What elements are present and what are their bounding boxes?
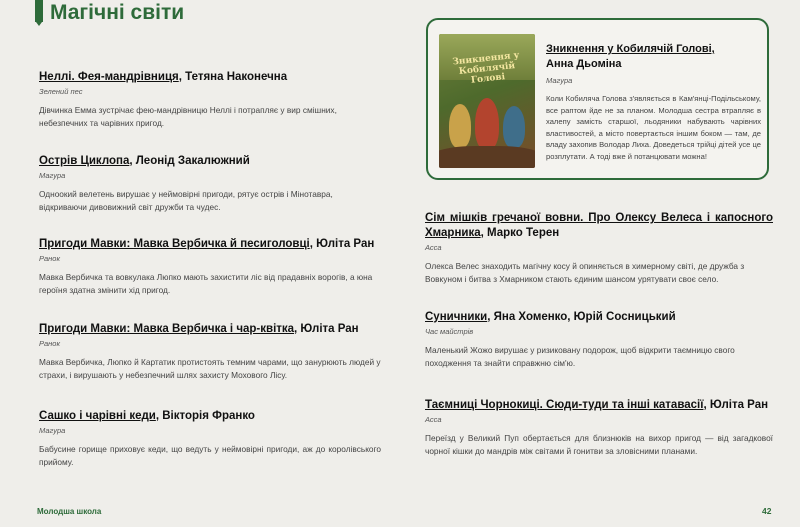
book-description: Олекса Велес знаходить магічну косу й опиняється в химерному світі, де дружба з Вовкуном і битва з Хмарником стають єдиним шансом урятувати своє село. <box>425 261 745 284</box>
book-author: , Яна Хоменко, Юрій Сосницький <box>487 311 676 323</box>
footer-section-label: Молодша школа <box>37 507 102 516</box>
book-title-link[interactable]: Пригоди Мавки: Мавка Вербичка й песиголовці <box>39 238 310 250</box>
cover-figure <box>475 98 499 150</box>
book-author: , Вікторія Франко <box>155 410 255 422</box>
book-heading <box>425 398 773 413</box>
book-heading <box>39 322 384 337</box>
book-entry <box>425 211 773 286</box>
bookmark-ribbon <box>35 0 43 22</box>
book-author: , Тетяна Наконечна <box>178 71 288 83</box>
book-heading <box>39 70 374 85</box>
book-publisher: Магура <box>39 426 66 435</box>
book-entry <box>39 154 379 214</box>
book-publisher: Асса <box>425 415 442 424</box>
book-title-link[interactable]: Суничники <box>425 311 488 323</box>
page-title: Магічні світи <box>50 1 185 24</box>
book-heading <box>425 211 773 241</box>
book-cover-image[interactable] <box>439 34 535 168</box>
book-entry <box>425 310 773 370</box>
book-publisher: Магура <box>546 76 573 85</box>
cover-ground <box>439 146 535 168</box>
featured-book-card <box>426 18 769 180</box>
book-heading <box>39 154 379 169</box>
featured-text <box>546 42 761 163</box>
book-description: Переїзд у Великий Пуп обертається для близнюків на вихор пригод — від загадкової чорної кішки до мандрів між світами й гонитви за зловісними планами. <box>425 433 773 456</box>
book-description: Дівчинка Емма зустрічає фею-мандрівницю Неллі і потрапляє у вир смішних, небезпечних та чарівних пригод. <box>39 105 337 128</box>
book-heading <box>546 42 761 72</box>
page-number: 42 <box>762 506 772 516</box>
book-title-link[interactable]: Сім мішків гречаної вовни. Про Олексу Велеса і капосного Хмарника <box>425 212 773 239</box>
book-title-link[interactable]: Неллі. Фея-мандрівниця <box>39 71 179 83</box>
book-author: , Марко Терен <box>480 227 560 239</box>
book-entry <box>39 322 384 382</box>
book-heading <box>39 409 381 424</box>
book-description: Маленький Жожо вирушає у ризиковану подорож, щоб відкрити таємницю свого походження та знайти справжню сім'ю. <box>425 345 735 368</box>
book-heading <box>39 237 379 252</box>
book-description: Коли Кобиляча Голова з'являється в Кам'янці-Подільському, все раптом йде не за планом. Молодша сестра втрапляє в халепу замість старшої, льодяники набувають чарівних властивостей, а місто повертається іншим боком — там, де владу захопив Володар Лиха. Доведеться трійці дітей усе це розплутати. А тоді вже й потанцювати можна! <box>546 94 761 161</box>
cover-figure <box>449 104 471 148</box>
book-author: , Леонід Закалюжний <box>129 155 250 167</box>
book-publisher: Ранок <box>39 339 61 348</box>
book-entry <box>39 70 374 130</box>
book-publisher: Ранок <box>39 254 61 263</box>
book-title-link[interactable]: Таємниці Чорнокиці. Сюди-туди та інші катавасії <box>425 399 704 411</box>
book-publisher: Магура <box>39 171 66 180</box>
book-author: , Юліта Ран <box>703 399 769 411</box>
book-author: Анна Дьоміна <box>546 58 622 70</box>
book-heading <box>425 310 773 325</box>
book-title-link[interactable]: Сашко і чарівні кеди <box>39 410 156 422</box>
book-title-link[interactable]: Зникнення у Кобилячій Голові, <box>546 43 715 55</box>
book-title-link[interactable]: Острів Циклопа <box>39 155 130 167</box>
book-entry <box>425 398 773 458</box>
book-description: Мавка Вербичка, Люпко й Картатик протистоять темним чарами, що занурюють людей у страхи, і вирушають у небезпечний шлях захисту Мохового Лісу. <box>39 357 381 380</box>
book-entry <box>39 409 381 469</box>
book-description: Одноокий велетень вирушає у неймовірні пригоди, рятує острів і Мінотавра, відкриваючи дивовижний світ дружби та чудес. <box>39 189 333 212</box>
book-title-link[interactable]: Пригоди Мавки: Мавка Вербичка і чар-квітка <box>39 323 295 335</box>
book-description: Бабусине горище приховує кеди, що ведуть у неймовірні пригоди, аж до королівського прийому. <box>39 444 381 467</box>
book-author: , Юліта Ран <box>309 238 375 250</box>
book-publisher: Час майстрів <box>425 327 474 336</box>
book-publisher: Асса <box>425 243 442 252</box>
book-publisher: Зелений пес <box>39 87 83 96</box>
book-author: , Юліта Ран <box>294 323 359 335</box>
book-description: Мавка Вербичка та вовкулака Люпко мають захистити ліс від прадавніх ворогів, а юна героїня здатна змінити хід пригод. <box>39 272 373 295</box>
book-entry <box>39 237 379 297</box>
cover-title: Зникнення у Кобилячій Голові <box>451 50 520 86</box>
cover-figure <box>503 106 525 148</box>
